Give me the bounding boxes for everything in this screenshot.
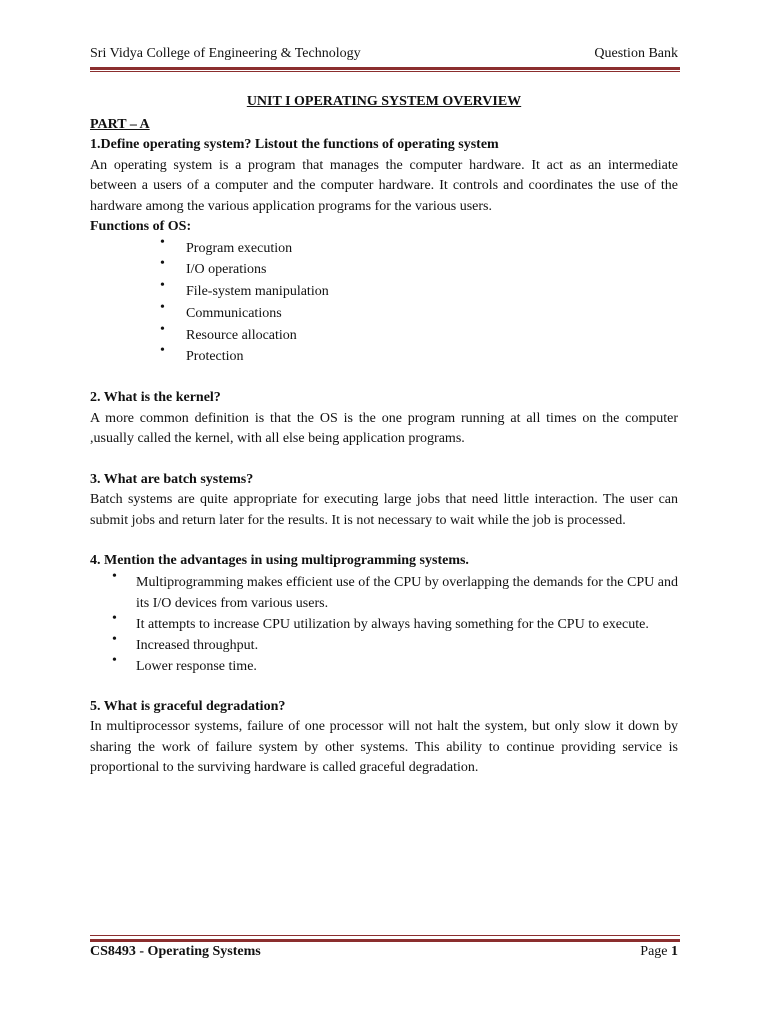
question-5-answer: In multiprocessor systems, failure of one processor will not halt the system, but only slow it down by sharing the work of failure system by other systems. This ability to continue providing service is proportional to the surviving hardware is called graceful degradation. — [90, 719, 678, 776]
page-header — [90, 46, 678, 64]
functions-list — [90, 238, 678, 369]
list-item: • I/O operations — [90, 259, 678, 281]
question-2-answer: A more common definition is that the OS is the one program running at all times on the computer ,usually called the kernel, with all else being application programs. — [90, 410, 678, 447]
functions-subheading: Functions of OS: — [90, 219, 192, 234]
question-3-title: 3. What are batch systems? — [90, 471, 254, 487]
question-3-answer: Batch systems are quite appropriate for executing large jobs that need little interaction. The user can submit jobs and return later for the results. It is not necessary to wait while the job is processed. — [90, 492, 678, 528]
question-1-answer: An operating system is a program that manages the computer hardware. It act as an intermediate between a users of a computer and the computer hardware. It controls and coordinates the use of the hardware among the various application programs for the various users. — [90, 157, 678, 214]
question-5-title: 5. What is graceful degradation? — [90, 698, 286, 714]
question-4-title: 4. Mention the advantages in using multiprogramming systems. — [90, 553, 469, 569]
part-label: PART – A — [90, 116, 150, 132]
course-name: CS8493 - Operating Systems — [90, 944, 261, 959]
page-footer — [90, 944, 678, 962]
page-number — [640, 944, 678, 960]
list-item: • Lower response time. — [90, 656, 678, 677]
page-number-value: 1 — [671, 944, 678, 959]
list-item: • Multiprogramming makes efficient use of the CPU by overlapping the demands for the CPU and its I/O devices from various users. — [90, 572, 678, 614]
footer-rule-thin — [90, 935, 680, 936]
list-item: • Resource allocation — [90, 325, 678, 347]
page-label: Page — [640, 944, 668, 959]
list-item: • Program execution — [90, 238, 678, 260]
advantages-list — [90, 572, 678, 677]
question-2-title: 2. What is the kernel? — [90, 390, 221, 406]
document-type: Question Bank — [594, 46, 678, 61]
unit-title: UNIT I OPERATING SYSTEM OVERVIEW — [246, 94, 522, 109]
list-item: • Communications — [90, 303, 678, 325]
list-item: • It attempts to increase CPU utilization by always having something for the CPU to execute. — [90, 614, 678, 635]
question-1-title: 1.Define operating system? Listout the functions of operating system — [90, 137, 499, 152]
college-name: Sri Vidya College of Engineering & Technology — [90, 46, 361, 61]
footer-rule-thick — [90, 939, 680, 942]
list-item: • Protection — [90, 346, 678, 368]
header-rule-thick — [90, 67, 680, 70]
list-item: • Increased throughput. — [90, 635, 678, 656]
header-rule-thin — [90, 71, 680, 72]
page-content — [90, 92, 678, 779]
list-item: • File-system manipulation — [90, 281, 678, 303]
